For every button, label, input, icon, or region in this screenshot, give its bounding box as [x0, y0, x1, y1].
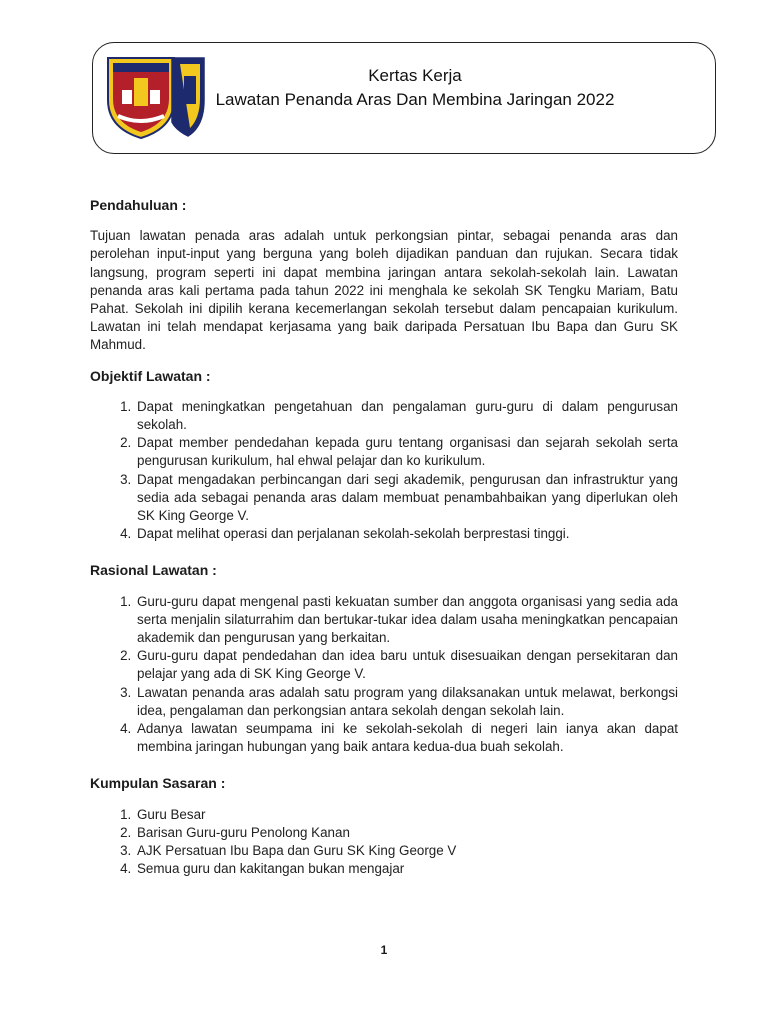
list-item: 4. Semua guru dan kakitangan bukan mengajar [135, 860, 678, 878]
objektif-list [90, 398, 678, 544]
heading-rasional: Rasional Lawatan : [90, 562, 217, 579]
list-item: 4. Adanya lawatan seumpama ini ke sekolah-sekolah di negeri lain ianya akan dapat membina jaringan hubungan yang baik antara kedua-dua buah sekolah. [135, 720, 678, 756]
heading-objektif: Objektif Lawatan : [90, 367, 211, 384]
page-number: 1 [380, 943, 388, 957]
list-item: 2. Guru-guru dapat pendedahan dan idea baru untuk disesuaikan dengan persekitaran dan pelajar yang ada di SK King George V. [135, 647, 678, 683]
document-body [90, 196, 678, 897]
title-line-1: Kertas Kerja [368, 66, 462, 85]
list-item: 2. Dapat member pendedahan kepada guru tentang organisasi dan sejarah sekolah serta pengurusan kurikulum, hal ehwal pelajar dan ko kurikulum. [135, 434, 678, 470]
list-item: 4. Dapat melihat operasi dan perjalanan sekolah-sekolah berprestasi tinggi. [135, 525, 678, 543]
kumpulan-list [90, 806, 678, 879]
list-item: 3. AJK Persatuan Ibu Bapa dan Guru SK King George V [135, 842, 678, 860]
list-item: 2. Barisan Guru-guru Penolong Kanan [135, 824, 678, 842]
list-item: 3. Dapat mengadakan perbincangan dari segi akademik, pengurusan dan infrastruktur yang sedia ada sebagai penanda aras dalam membuat penambahbaikan yang diperlukan oleh SK King George V. [135, 471, 678, 526]
list-item: 3. Lawatan penanda aras adalah satu program yang dilaksanakan untuk melawat, berkongsi idea, pengalaman dan perkongsian antara sekolah dengan sekolah lain. [135, 684, 678, 720]
heading-pendahuluan: Pendahuluan : [90, 197, 187, 213]
pendahuluan-paragraph: Tujuan lawatan penada aras adalah untuk perkongsian pintar, sebagai penanda aras dan perolehan input-input yang berguna yang boleh dijadikan panduan dan rujukan. Secara tidak langsung, program seperti ini dapat membina jaringan antara sekolah-sekolah lain. Lawatan penanda aras kali pertama pada tahun 2022 ini menghala ke sekolah SK Tengku Mariam, Batu Pahat. Sekolah ini dipilih kerana kecemerlangan sekolah tersebut dalam pencapaian kurikulum. Lawatan ini telah mendapat kerjasama yang baik daripada Persatuan Ibu Bapa dan Guru SK Mahmud. [90, 228, 678, 353]
document-title [200, 64, 630, 112]
crest-left [108, 58, 174, 138]
list-item: 1. Guru Besar [135, 806, 678, 824]
rasional-list [90, 593, 678, 757]
school-crest-logos [104, 52, 208, 142]
list-item: 1. Dapat meningkatkan pengetahuan dan pengalaman guru-guru di dalam pengurusan sekolah. [135, 398, 678, 434]
title-line-2: Lawatan Penanda Aras Dan Membina Jaringan 2022 [215, 90, 615, 109]
heading-kumpulan: Kumpulan Sasaran : [90, 775, 226, 792]
list-item: 1. Guru-guru dapat mengenal pasti kekuatan sumber dan anggota organisasi yang sedia ada serta menjalin silaturrahim dan bertukar-tukar idea dalam usaha meningkatkan pencapaian akademik dan pengurusan yang berkaitan. [135, 593, 678, 648]
